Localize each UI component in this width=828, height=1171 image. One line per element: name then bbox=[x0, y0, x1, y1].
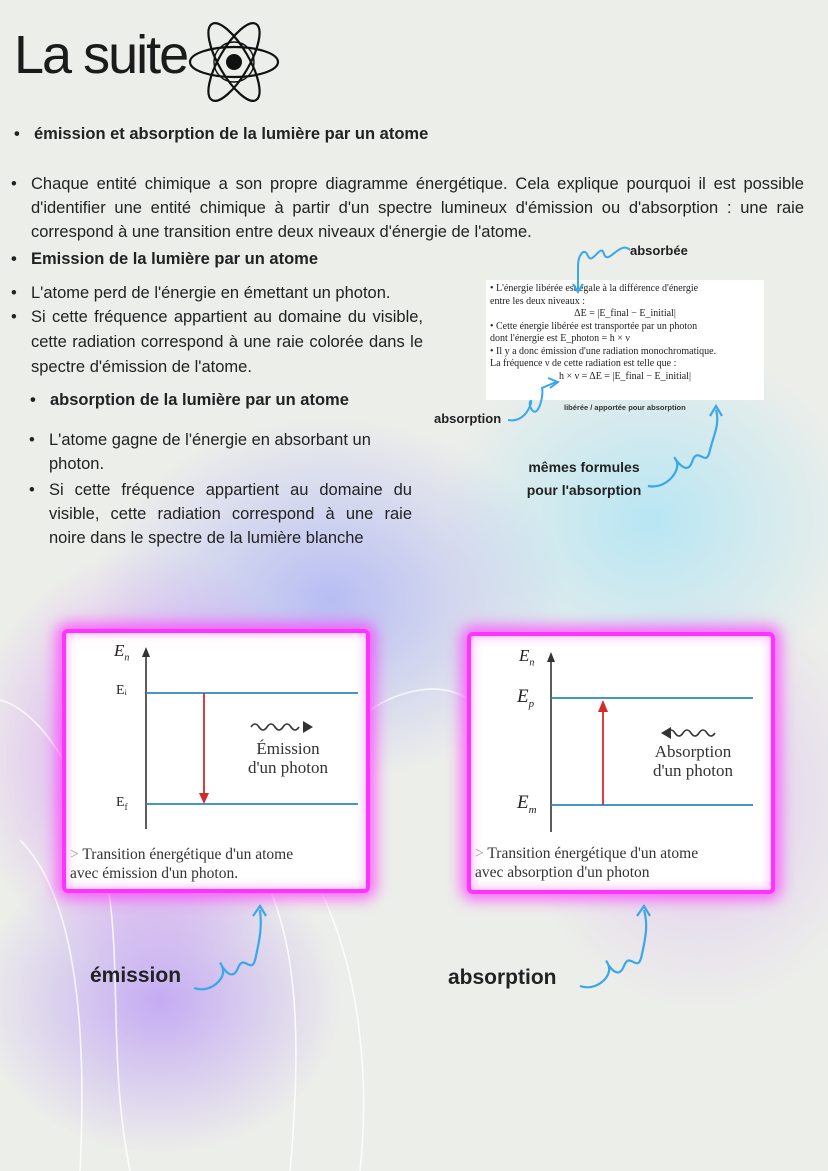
atom-icon bbox=[186, 16, 282, 108]
absorption-label: absorption bbox=[448, 966, 557, 989]
formula-line: • Il y a donc émission d'une radiation monochromatique. bbox=[490, 345, 717, 357]
energy-axis-label: $E_n$ bbox=[114, 641, 130, 664]
loop-arrow-icon bbox=[506, 376, 566, 426]
lower-level-label: $E_f$ bbox=[116, 795, 128, 812]
emission-bullet-1: • L'atome perd de l'énergie en émettant un photon. bbox=[11, 284, 391, 302]
formula-line: h × ν = ΔE = |E_final − E_initial| bbox=[559, 370, 691, 382]
loop-arrow-icon bbox=[646, 400, 726, 496]
formula-line: entre les deux niveaux : bbox=[490, 295, 585, 307]
absorption-heading: • absorption de la lumière par un atome bbox=[30, 391, 349, 409]
absorption-bullet-2: • Si cette fréquence appartient au domaine du visible, cette radiation correspond à une raie noire dans le spectre de la lumière blanche bbox=[29, 481, 412, 547]
loop-arrow-icon bbox=[190, 898, 274, 998]
absorption-photon-text: Absorption d'un photon bbox=[652, 742, 734, 780]
emission-bullet-2: • Si cette fréquence appartient au domaine du visible, cette radiation correspond à une raie colorée dans le spectre d'émission de l'atome. bbox=[11, 308, 423, 376]
absorption-annotation: absorption bbox=[434, 411, 502, 426]
formula-line: La fréquence ν de cette radiation est telle que : bbox=[490, 358, 677, 369]
emission-caption: > Transition énergétique d'un atome avec émission d'un photon. bbox=[70, 846, 294, 882]
loop-arrow-icon bbox=[568, 236, 638, 296]
page-title: La suite bbox=[14, 25, 188, 85]
upper-level-label: Eᵢ bbox=[116, 683, 127, 698]
section-heading: • émission et absorption de la lumière par un atome bbox=[14, 125, 429, 143]
memes-formules-label: mêmes formules pour l'absorption bbox=[526, 459, 642, 498]
formula-line: • Cette énergie libérée est transportée par un photon bbox=[490, 320, 698, 332]
formula-line: ΔE = |E_final − E_initial| bbox=[574, 308, 676, 319]
emission-heading: • Emission de la lumière par un atome bbox=[11, 250, 319, 268]
liberee-note: libérée / apportée pour absorption bbox=[564, 403, 686, 412]
emission-diagram bbox=[62, 629, 370, 893]
emission-photon-text: Émission d'un photon bbox=[247, 739, 329, 777]
absorption-bullet-1: • L'atome gagne de l'énergie en absorbant un photon. bbox=[29, 431, 371, 473]
formula-line: • L'énergie libérée est égale à la différence d'énergie bbox=[490, 283, 699, 294]
emission-label: émission bbox=[90, 964, 182, 987]
upper-level-label: $E_p$ bbox=[517, 686, 535, 710]
absorption-caption: > Transition énergétique d'un atome avec absorption d'un photon bbox=[475, 845, 699, 881]
loop-arrow-icon bbox=[576, 900, 660, 1000]
absorption-diagram bbox=[467, 632, 775, 894]
lower-level-label: $E_m$ bbox=[517, 792, 537, 816]
absorbee-label: absorbée bbox=[630, 243, 688, 258]
formula-line: dont l'énergie est E_photon = h × ν bbox=[490, 333, 630, 344]
energy-axis-label: $E_n$ bbox=[519, 646, 535, 669]
intro-paragraph: • Chaque entité chimique a son propre diagramme énergétique. Cela explique pourquoi il est possible d'identifier une entité chimique à partir d'un spectre lumineux d'émission ou d'absorption : une raie correspond à une transition entre deux niveaux d'énergie de l'atome. bbox=[11, 175, 804, 241]
